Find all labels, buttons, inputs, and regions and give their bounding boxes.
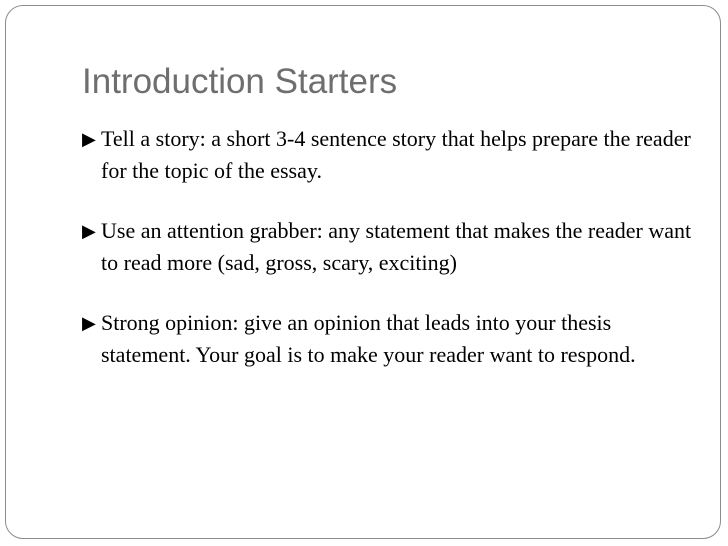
bullet-marker-icon: ▶ — [82, 313, 96, 333]
bullet-text: Use an attention grabber: any statement that makes the reader want to read more (sad, gross, scary, exciting) — [101, 218, 692, 275]
bullet-item-tell-a-story — [82, 123, 692, 187]
bullet-list — [82, 123, 692, 399]
bullet-text: Strong opinion: give an opinion that leads into your thesis statement. Your goal is to make your reader want to respond. — [101, 310, 636, 367]
bullet-marker-icon: ▶ — [82, 221, 96, 241]
slide-title: Introduction Starters — [82, 62, 398, 101]
bullet-item-attention-grabber — [82, 215, 692, 279]
bullet-text: Tell a story: a short 3-4 sentence story that helps prepare the reader for the topic of the essay. — [101, 126, 691, 183]
bullet-item-strong-opinion — [82, 307, 692, 371]
bullet-marker-icon: ▶ — [82, 129, 96, 149]
